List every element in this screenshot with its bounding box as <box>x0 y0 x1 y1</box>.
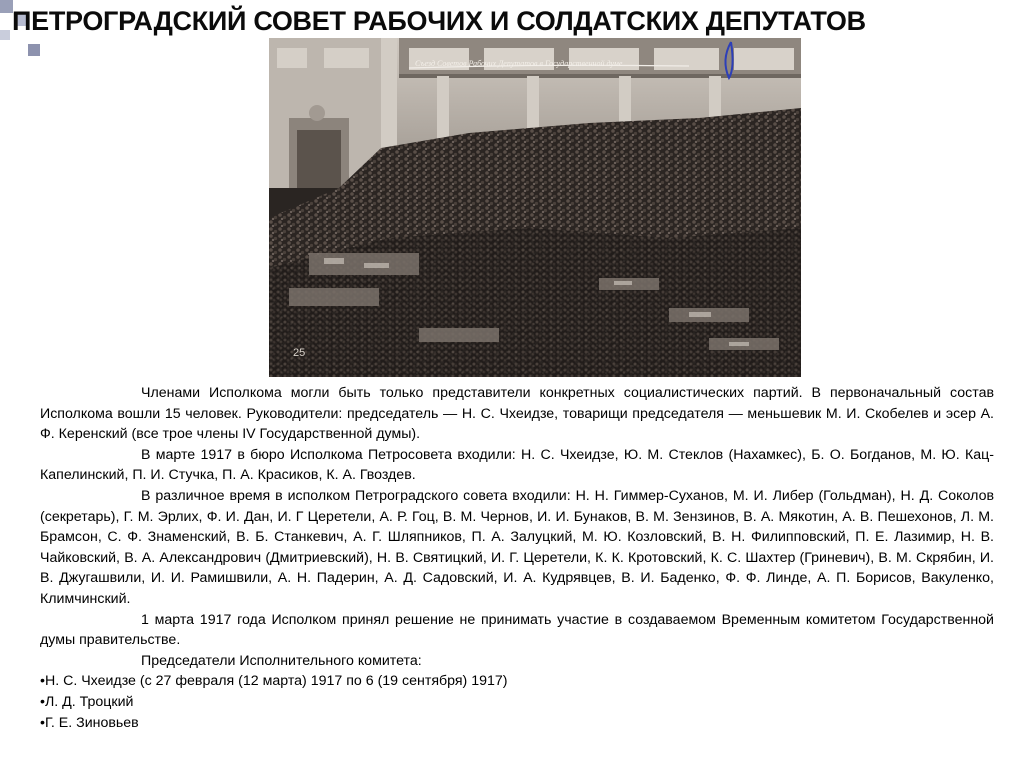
list-item <box>40 713 994 734</box>
list-item-text: Н. С. Чхеидзе (с 27 февраля (12 марта) 1917 по 6 (19 сентября) 1917) <box>44 673 508 690</box>
paragraph: В различное время в исполком Петроградского совета входили: Н. Н. Гиммер-Суханов, М. И. Либер (Гольдман), Н. Д. Соколов (секретарь), Г. М. Эрлих, Ф. И. Дан, И. Г Церетели, А. Р. Гоц, В. М. Чернов, И. И. Бунаков, В. М. Зензинов, В. А. Мякотин, А. В. Пешехонов, Л. М. Брамсон, С. Ф. Знаменский, В. Б. Станкевич, А. Г. Шляпников, П. А. Залуцкий, М. Ю. Козловский, В. Н. Филипповский, П. Е. Лазимир, Н. В. Чайковский, В. А. Александрович (Дмитриевский), Н. В. Святицкий, И. Г. Церетели, К. К. Кротовский, К. С. Шахтер (Гриневич), В. М. Скрябин, И. В. Джугашвили, И. И. Рамишвили, А. Н. Падерин, А. Д. Садовский, И. А. Кудрявцев, В. И. Баденко, Ф. Ф. Линде, А. П. Борисов, Вакуленко, Климчинский. <box>40 487 994 607</box>
historical-photo <box>269 38 801 377</box>
list-item-text: Г. Е. Зиновьев <box>44 714 139 731</box>
slide-title: ПЕТРОГРАДСКИЙ СОВЕТ РАБОЧИХ И СОЛДАТСКИХ ДЕПУТАТОВ <box>12 6 866 36</box>
chairmen-list <box>40 671 994 733</box>
paragraph: 1 марта 1917 года Исполком принял решение не принимать участие в создаваемом Временным комитетом Государственной думы правительстве. <box>40 611 994 649</box>
decor-square <box>0 30 10 40</box>
paragraph: Членами Исполкома могли быть только представители конкретных социалистических партий. В первоначальный состав Исполкома вошли 15 человек. Руководители: председатель — Н. С. Чхеидзе, товарищи председателя — меньшевик М. И. Скобелев и эсер А. Ф. Керенский (все трое члены IV Государственной думы). <box>40 385 994 443</box>
list-item <box>40 692 994 713</box>
list-item-text: Л. Д. Троцкий <box>44 693 134 710</box>
decor-square <box>28 44 40 56</box>
photo-corner-number: 25 <box>293 347 306 359</box>
body-text <box>40 383 994 733</box>
paragraph: В марте 1917 в бюро Исполкома Петросовета входили: Н. С. Чхеидзе, Ю. М. Стеклов (Нахамкес), Б. О. Богданов, М. Ю. Кац-Капелинский, П. И. Стучка, П. А. Красиков, К. А. Гвоздев. <box>40 446 994 484</box>
paragraph: Председатели Исполнительного комитета: <box>141 652 422 669</box>
list-item <box>40 671 994 692</box>
photo-caption: Съезд Советов Рабочих Депутатов в Государственной думе <box>415 59 623 68</box>
